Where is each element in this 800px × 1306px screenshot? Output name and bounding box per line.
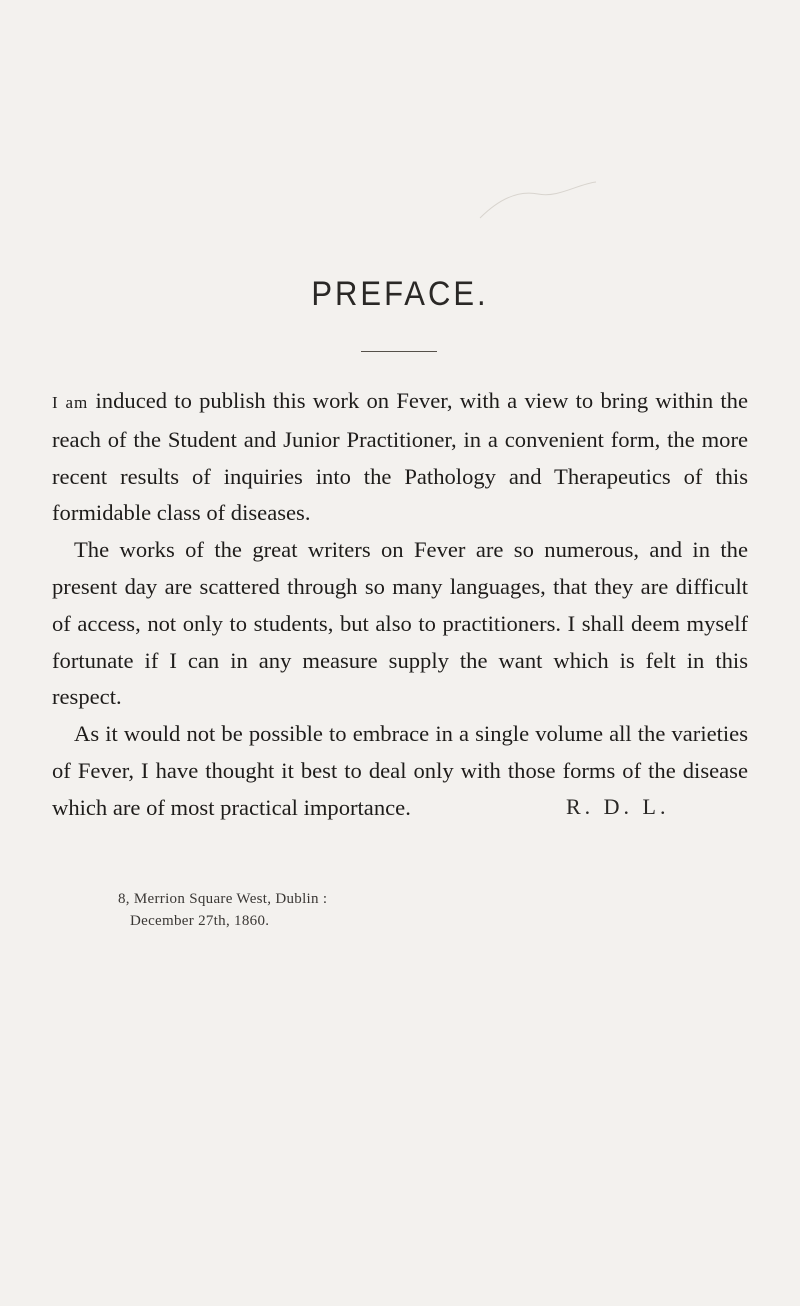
address-block (118, 888, 327, 932)
preface-body (52, 383, 748, 827)
page-title: PREFACE. (311, 273, 489, 314)
paper-fold-mark (478, 180, 598, 220)
date-line: December 27th, 1860. (130, 913, 270, 929)
address-line: 8, Merrion Square West, Dublin : (118, 891, 328, 907)
title-divider (361, 351, 437, 352)
paragraph-1 (52, 383, 748, 532)
paragraph-1-text: induced to publish this work on Fever, with a view to bring within the reach of the Student and Junior Practitioner, in a convenient form, the more recent results of inquiries into the Pathology and Therapeutics of this formidable class of diseases. (52, 388, 748, 526)
author-initials: R. D. L. (566, 794, 670, 819)
paragraph-2: The works of the great writers on Fever are so numerous, and in the present day are scattered through so many languages, that they are difficult of access, not only to students, but also to practitioners. I shall deem myself fortunate if I can in any measure supply the want which is felt in this respect. (52, 537, 748, 710)
paragraph-3: As it would not be possible to embrace in a single volume all the varieties of Fever, I have thought it best to deal only with those forms of the disease which are of most practical importance. (52, 721, 748, 820)
paragraph-1-lead: I am (52, 393, 89, 412)
